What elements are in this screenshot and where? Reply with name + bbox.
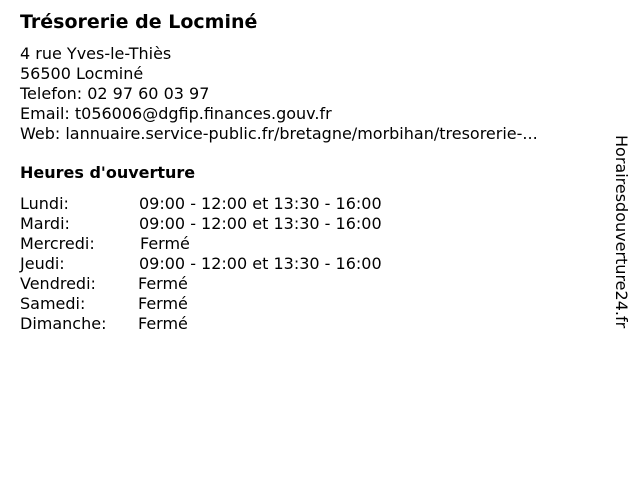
website-link[interactable]: Web: lannuaire.service-public.fr/bretagne/morbihan/tresorerie-... [20, 124, 538, 143]
day-label: Jeudi: [20, 254, 65, 273]
opening-hours-heading: Heures d'ouverture [20, 163, 196, 182]
time-value: 09:00 - 12:00 et 13:30 - 16:00 [139, 214, 382, 233]
city-postal-code: 56500 Locminé [20, 64, 144, 83]
time-value: Fermé [138, 274, 188, 293]
phone-number: Telefon: 02 97 60 03 97 [20, 84, 210, 103]
time-value: Fermé [140, 234, 190, 253]
address-block [20, 44, 538, 144]
day-label: Dimanche: [20, 314, 107, 333]
day-label: Samedi: [20, 294, 86, 313]
email-address: Email: t056006@dgfip.finances.gouv.fr [20, 104, 332, 123]
day-label: Mardi: [20, 214, 70, 233]
time-value: 09:00 - 12:00 et 13:30 - 16:00 [139, 254, 382, 273]
day-label: Vendredi: [20, 274, 96, 293]
street-address: 4 rue Yves-le-Thiès [20, 44, 172, 63]
time-value: Fermé [138, 314, 188, 333]
time-value: Fermé [138, 294, 188, 313]
day-label: Lundi: [20, 194, 69, 213]
day-label: Mercredi: [20, 234, 95, 253]
time-value: 09:00 - 12:00 et 13:30 - 16:00 [139, 194, 382, 213]
page-title: Trésorerie de Locminé [20, 11, 258, 33]
site-watermark: Horairesdouverture24.fr [612, 135, 631, 329]
